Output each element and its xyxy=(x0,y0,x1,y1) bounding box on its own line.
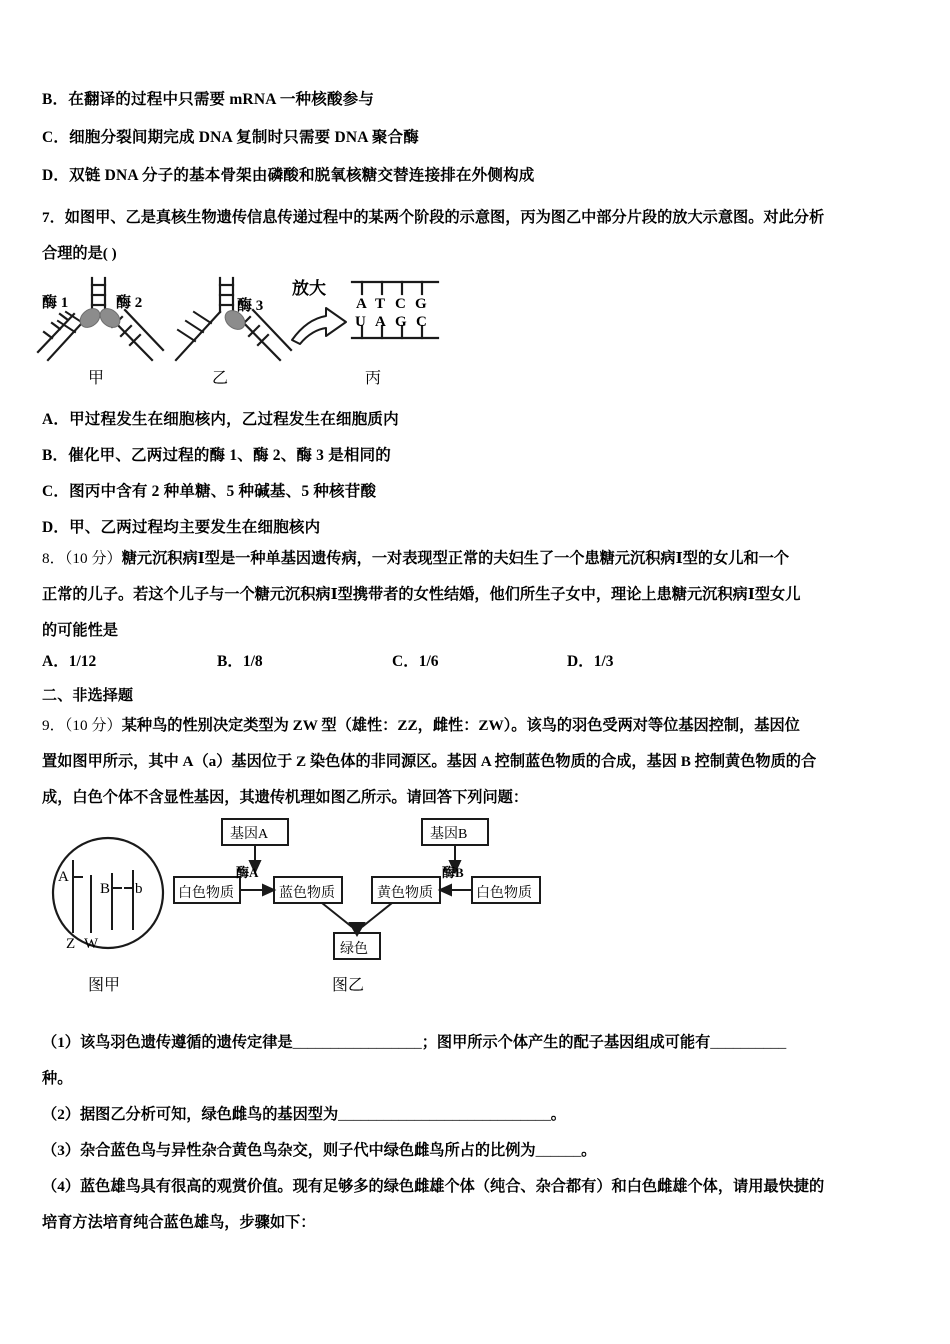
q6-option-c xyxy=(42,128,922,148)
svg-text:酶B: 酶B xyxy=(442,865,464,880)
svg-text:C: C xyxy=(395,296,406,312)
svg-text:酶 2: 酶 2 xyxy=(116,295,143,311)
q9-sub1-number: （1） xyxy=(42,1034,80,1051)
svg-text:绿色: 绿色 xyxy=(340,942,368,957)
svg-text:白色物质: 白色物质 xyxy=(476,886,532,901)
svg-text:A: A xyxy=(356,296,367,312)
q8-choice-a-text: 1/12 xyxy=(68,653,97,670)
q9-sub3-line1 xyxy=(42,1140,926,1161)
q7-option-c xyxy=(42,482,922,502)
q9-sub2-pre: 据图乙分析可知，绿色雌鸟的基因型为 xyxy=(79,1106,339,1123)
q8-stem-line2 xyxy=(42,584,926,605)
q6-option-b-label: B． xyxy=(42,91,69,108)
q8-choice-d-text: 1/3 xyxy=(593,653,614,670)
svg-text:B: B xyxy=(100,881,111,897)
q6-option-b xyxy=(42,90,922,110)
q7-option-d xyxy=(42,518,922,538)
svg-text:G: G xyxy=(415,296,427,312)
q8-choice-d xyxy=(567,652,614,672)
q8-choice-b xyxy=(217,652,392,672)
svg-text:酶 3: 酶 3 xyxy=(237,298,264,314)
q9-stem-text2: 置如图甲所示，其中 A（a）基因位于 Z 染色体的非同源区。基因 A 控制蓝色物质的合成，基因 B 控制黄色物质的合 xyxy=(42,753,817,770)
q7-stem-line1 xyxy=(42,207,926,228)
q7-stem-text1: 如图甲、乙是真核生物遗传信息传递过程中的某两个阶段的示意图，丙为图乙中部分片段的放大示意图。对此分析 xyxy=(64,209,825,226)
q9-sub2-post: 。 xyxy=(550,1106,566,1123)
q9-stem-text1: 某种鸟的性别决定类型为 ZW 型（雄性：ZZ，雌性：ZW）。该鸟的羽色受两对等位基因控制，基因位 xyxy=(121,717,800,734)
svg-text:酶A: 酶A xyxy=(236,865,259,880)
q8-score: （10 分） xyxy=(64,550,122,567)
q9-caption-yi: 图乙 xyxy=(332,977,365,994)
q7-option-b xyxy=(42,446,922,466)
svg-text:A: A xyxy=(375,314,386,330)
q9-sub4-line2 xyxy=(42,1212,926,1233)
q7-stem-text2: 合理的是( ) xyxy=(42,245,117,262)
q9-sub1-blank1[interactable]: _________________ xyxy=(292,1034,422,1051)
svg-text:C: C xyxy=(416,314,427,330)
svg-text:T: T xyxy=(375,296,386,312)
svg-text:Z: Z xyxy=(66,936,76,952)
q9-sub2-number: （2） xyxy=(42,1106,80,1123)
svg-text:U: U xyxy=(355,314,366,330)
q9-stem-line3 xyxy=(42,787,926,808)
q9-sub3-pre: 杂合蓝色鸟与异性杂合黄色鸟杂交，则子代中绿色雌鸟所占的比例为 xyxy=(79,1142,536,1159)
q9-sub4-number: （4） xyxy=(42,1178,80,1195)
q7-caption-jia: 甲 xyxy=(88,370,105,387)
q7-option-a xyxy=(42,410,922,430)
q9-stem-text3: 成，白色个体不含显性基因，其遗传机理如图乙所示。请回答下列问题： xyxy=(42,789,528,806)
q8-choice-b-text: 1/8 xyxy=(242,653,263,670)
q7-option-b-text: 催化甲、乙两过程的酶 1、酶 2、酶 3 是相同的 xyxy=(68,447,392,464)
q8-choice-b-label: B． xyxy=(217,653,243,670)
q9-sub1-mid: ；图甲所示个体产生的配子基因组成可能有 xyxy=(421,1034,711,1051)
q9-caption-jia: 图甲 xyxy=(88,977,121,994)
q7-option-d-label: D． xyxy=(42,519,70,536)
q9-sub1-blank2[interactable]: __________ xyxy=(710,1034,787,1051)
q8-stem-line3 xyxy=(42,620,926,641)
q9-sub1-line2 xyxy=(42,1068,926,1089)
q8-choice-c xyxy=(392,652,567,672)
q9-stem-line2 xyxy=(42,751,926,772)
q8-choice-c-text: 1/6 xyxy=(418,653,439,670)
q7-stem-line2 xyxy=(42,243,926,264)
q6-option-d-text: 双链 DNA 分子的基本骨架由磷酸和脱氧核糖交替连接排在外侧构成 xyxy=(69,167,535,184)
q8-choices xyxy=(42,652,922,672)
q6-option-d-label: D． xyxy=(42,167,70,184)
q9-sub3-blank1[interactable]: ______ xyxy=(535,1142,582,1159)
q6-option-c-text: 细胞分裂间期完成 DNA 复制时只需要 DNA 聚合酶 xyxy=(69,129,419,146)
q6-option-d xyxy=(42,166,922,186)
svg-text:b: b xyxy=(135,881,143,897)
q9-sub3-post: 。 xyxy=(581,1142,597,1159)
svg-text:G: G xyxy=(395,314,407,330)
q8-choice-a xyxy=(42,652,217,672)
q8-choice-a-label: A． xyxy=(42,653,69,670)
q7-option-a-label: A． xyxy=(42,411,70,428)
q9-stem-line1 xyxy=(42,715,926,736)
q6-option-c-label: C． xyxy=(42,129,70,146)
q9-sub4-text1: 蓝色雄鸟具有很高的观赏价值。现有足够多的绿色雌雄个体（纯合、杂合都有）和白色雌雄个体，请用最快捷的 xyxy=(79,1178,825,1195)
svg-text:基因B: 基因B xyxy=(430,827,468,842)
svg-text:基因A: 基因A xyxy=(230,827,269,842)
q7-number: 7． xyxy=(42,209,65,226)
svg-text:W: W xyxy=(84,936,99,952)
q8-stem-text3: 的可能性是 xyxy=(42,622,118,639)
q9-sub1-line1 xyxy=(42,1032,926,1053)
q8-choice-d-label: D． xyxy=(567,653,594,670)
svg-text:白色物质: 白色物质 xyxy=(178,886,234,901)
svg-text:放大: 放大 xyxy=(292,279,326,298)
q7-option-d-text: 甲、乙两过程均主要发生在细胞核内 xyxy=(69,519,321,536)
q9-figure xyxy=(50,815,610,1005)
q9-sub2-line1 xyxy=(42,1104,926,1125)
svg-text:蓝色物质: 蓝色物质 xyxy=(279,886,335,901)
q9-number: 9． xyxy=(42,717,65,734)
q8-number: 8． xyxy=(42,550,65,567)
q7-option-c-text: 图丙中含有 2 种单糖、5 种碱基、5 种核苷酸 xyxy=(69,483,377,500)
q7-option-b-label: B． xyxy=(42,447,69,464)
q9-score: （10 分） xyxy=(64,717,122,734)
q8-stem-text1: 糖元沉积病Ⅰ型是一种单基因遗传病，一对表现型正常的夫妇生了一个患糖元沉积病Ⅰ型的女儿和一个 xyxy=(121,550,790,567)
q9-sub4-line1 xyxy=(42,1176,926,1197)
q7-option-c-label: C． xyxy=(42,483,70,500)
svg-text:A: A xyxy=(58,869,69,885)
q7-caption-bing: 丙 xyxy=(365,370,382,387)
section2-title: 二、非选择题 xyxy=(42,688,134,704)
svg-text:黄色物质: 黄色物质 xyxy=(377,886,433,901)
q9-sub1-pre: 该鸟羽色遗传遵循的遗传定律是 xyxy=(79,1034,293,1051)
q9-sub1-cont: 种。 xyxy=(42,1070,73,1087)
q8-stem-line1 xyxy=(42,548,926,569)
q8-stem-text2: 正常的儿子。若这个儿子与一个糖元沉积病Ⅰ型携带者的女性结婚，他们所生子女中，理论上患糖元沉积病Ⅰ型女儿 xyxy=(42,586,801,603)
q9-sub2-blank1[interactable]: ____________________________ xyxy=(338,1106,551,1123)
q8-choice-c-label: C． xyxy=(392,653,419,670)
q9-sub4-text2: 培育方法培育纯合蓝色雄鸟，步骤如下： xyxy=(42,1214,316,1231)
q7-caption-yi: 乙 xyxy=(212,370,229,387)
q9-sub3-number: （3） xyxy=(42,1142,80,1159)
q7-option-a-text: 甲过程发生在细胞核内，乙过程发生在细胞质内 xyxy=(69,411,399,428)
q6-option-b-text: 在翻译的过程中只需要 mRNA 一种核酸参与 xyxy=(68,91,375,108)
svg-text:酶 1: 酶 1 xyxy=(42,295,69,311)
